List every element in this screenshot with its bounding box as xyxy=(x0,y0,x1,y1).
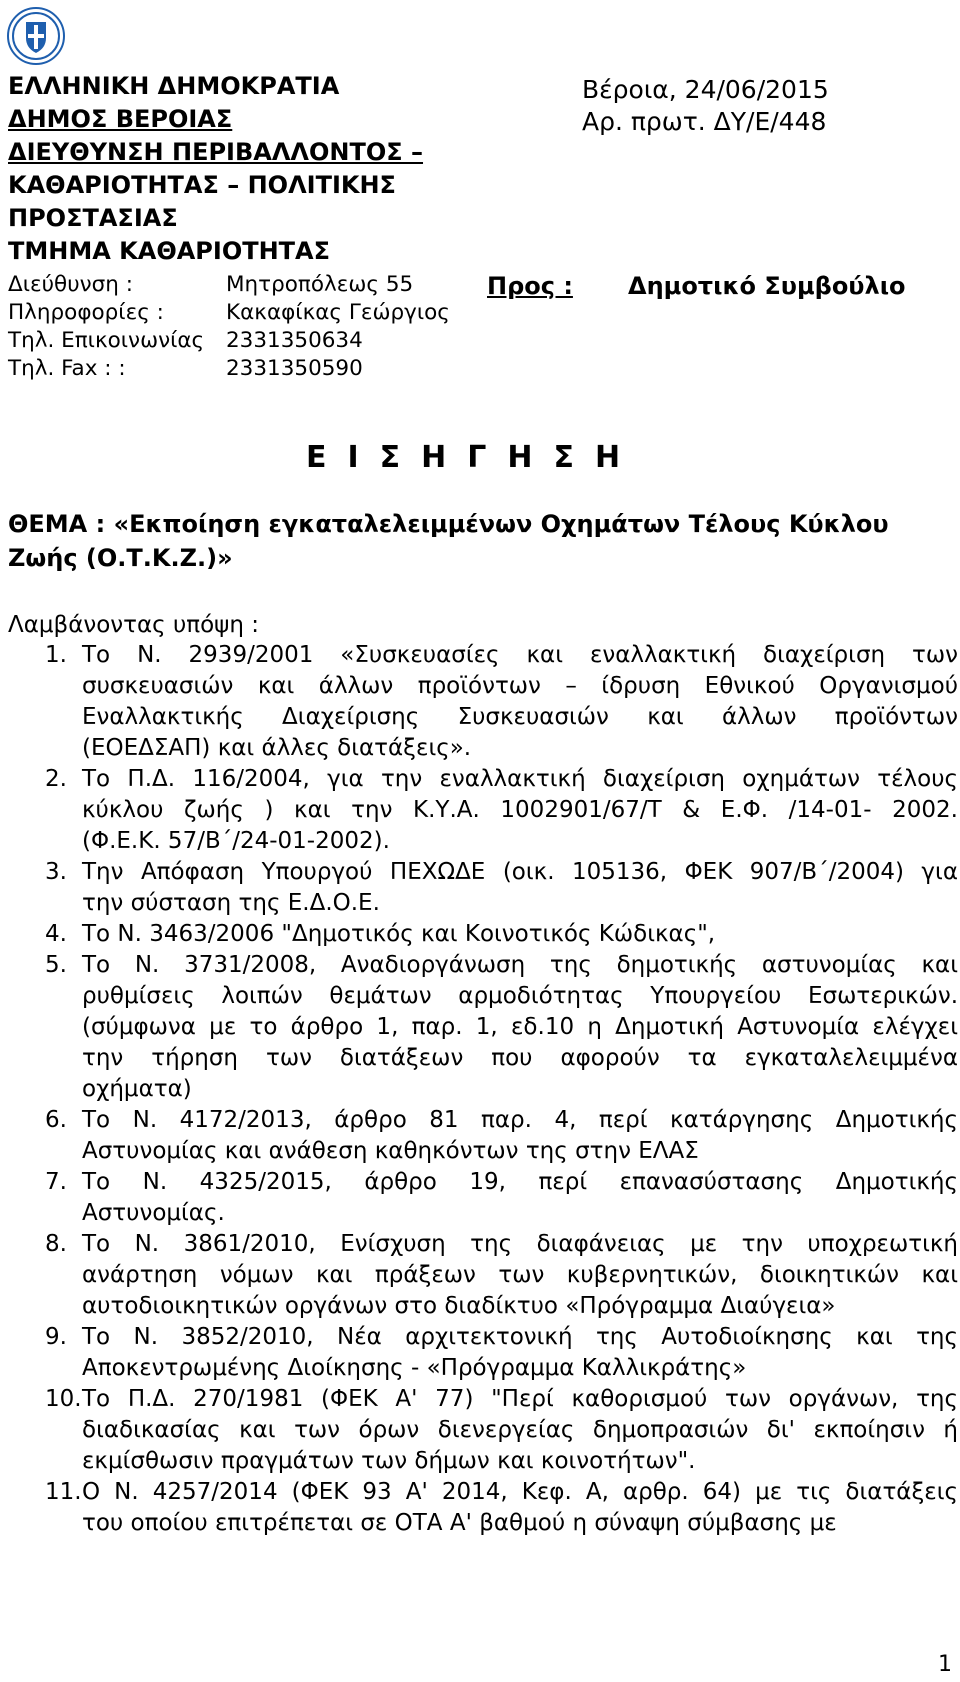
list-item xyxy=(8,1384,958,1477)
list-item-line: του οποίου επιτρέπεται σε ΟΤΑ Α' βαθμού η σύναψη σύμβασης με xyxy=(82,1510,837,1536)
contact-value: 2331350590 xyxy=(226,356,363,381)
list-item-line: Εναλλακτικής Διαχείρισης Συσκευασιών και άλλων προϊόντων xyxy=(82,704,958,730)
org-line: ΔΙΕΥΘΥΝΣΗ ΠΕΡΙΒΑΛΛΟΝΤΟΣ – xyxy=(8,138,424,166)
contact-label: Τηλ. Επικοινωνίας xyxy=(8,328,205,353)
list-item-number: 10. xyxy=(45,1386,82,1412)
org-line: ΚΑΘΑΡΙΟΤΗΤΑΣ – ΠΟΛΙΤΙΚΗΣ xyxy=(8,171,396,199)
list-item-line: Το Ν. 3852/2010, Νέα αρχιτεκτονική της Αυτοδιοίκησης και της xyxy=(82,1324,958,1350)
list-item-number: 2. xyxy=(45,766,67,792)
recipient-label: Προς : xyxy=(487,272,573,300)
subject-line: Ζωής (Ο.Τ.Κ.Ζ.)» xyxy=(8,544,233,572)
date-protocol-block xyxy=(582,74,829,138)
list-item-number: 11. xyxy=(45,1479,82,1505)
subject-line: ΘΕΜΑ : «Εκποίηση εγκαταλελειμμένων Οχημάτων Τέλους Κύκλου xyxy=(8,510,889,538)
list-item xyxy=(8,1105,958,1167)
contact-value: Μητροπόλεως 55 xyxy=(226,272,414,297)
contact-value: Κακαφίκας Γεώργιος xyxy=(226,300,450,325)
contact-info xyxy=(8,271,478,383)
list-item-number: 4. xyxy=(45,921,67,947)
list-item-number: 5. xyxy=(45,952,67,978)
list-item-line: Αποκεντρωμένης Διοίκησης - «Πρόγραμμα Καλλικράτης» xyxy=(82,1355,747,1381)
page-number: 1 xyxy=(938,1652,952,1677)
list-item-line: Ο Ν. 4257/2014 (ΦΕΚ 93 Α' 2014, Κεφ. Α, αρθρ. 64) με τις διατάξεις xyxy=(82,1479,958,1505)
contact-row xyxy=(8,299,478,327)
list-item-text xyxy=(82,1229,958,1322)
org-line: ΕΛΛΗΝΙΚΗ ΔΗΜΟΚΡΑΤΙΑ xyxy=(8,72,340,100)
contact-row xyxy=(8,327,478,355)
list-item-line: Το Ν. 4172/2013, άρθρο 81 παρ. 4, περί κατάργησης Δημοτικής xyxy=(82,1107,958,1133)
list-item-line: κύκλου ζωής ) και την Κ.Υ.Α. 1002901/67/Τ & Ε.Φ. /14-01- 2002. xyxy=(82,797,958,823)
list-item xyxy=(8,1322,958,1384)
list-item-line: (Φ.Ε.Κ. 57/Β΄/24-01-2002). xyxy=(82,828,390,854)
list-item-line: την τήρηση των διατάξεων που αφορούν τα εγκαταλελειμμένα xyxy=(82,1045,958,1071)
list-item-number: 7. xyxy=(45,1169,67,1195)
list-item xyxy=(8,919,958,950)
document-date: Βέροια, 24/06/2015 xyxy=(582,75,829,104)
list-item-line: εκμίσθωσιν πραγμάτων των δήμων και κοινοτήτων". xyxy=(82,1448,696,1474)
list-item xyxy=(8,1167,958,1229)
org-line: ΠΡΟΣΤΑΣΙΑΣ xyxy=(8,204,178,232)
intro-text: Λαμβάνοντας υπόψη : xyxy=(8,612,259,638)
list-item-number: 9. xyxy=(45,1324,67,1350)
list-item-text xyxy=(82,919,958,950)
list-item-line: την σύσταση της Ε.Δ.Ο.Ε. xyxy=(82,890,380,916)
list-item-line: Το Ν. 2939/2001 «Συσκευασίες και εναλλακτική διαχείριση των xyxy=(82,642,958,668)
list-item xyxy=(8,857,958,919)
list-item-line: Το Ν. 3731/2008, Αναδιοργάνωση της δημοτικής αστυνομίας και xyxy=(82,952,958,978)
list-item-number: 1. xyxy=(45,642,67,668)
contact-label: Τηλ. Fax : : xyxy=(8,356,126,381)
list-item-line: Το Ν. 4325/2015, άρθρο 19, περί επανασύστασης Δημοτικής xyxy=(82,1169,958,1195)
list-item-line: Το Ν. 3463/2006 "Δημοτικός και Κοινοτικός Κώδικας", xyxy=(82,921,716,947)
list-item-line: (σύμφωνα με το άρθρο 1, παρ. 1, εδ.10 η Δημοτική Αστυνομία ελέγχει xyxy=(82,1014,958,1040)
issuer-block xyxy=(8,70,478,268)
recipient-value: Δημοτικό Συμβούλιο xyxy=(628,272,906,300)
org-line: ΤΜΗΜΑ ΚΑΘΑΡΙΟΤΗΤΑΣ xyxy=(8,237,331,265)
list-item-line: Αστυνομίας και ανάθεση καθηκόντων της στην ΕΛΑΣ xyxy=(82,1138,699,1164)
list-item-line: Το Ν. 3861/2010, Ενίσχυση της διαφάνειας με την υποχρεωτική xyxy=(82,1231,958,1257)
list-item-text xyxy=(82,640,958,764)
org-line: ΔΗΜΟΣ ΒΕΡΟΙΑΣ xyxy=(8,105,233,133)
list-item-text xyxy=(82,950,958,1105)
list-item-line: (ΕΟΕΔΣΑΠ) και άλλες διατάξεις». xyxy=(82,735,472,761)
list-item-text xyxy=(82,764,958,857)
list-item-line: Την Απόφαση Υπουργού ΠΕΧΩΔΕ (οικ. 105136, ΦΕΚ 907/Β΄/2004) για xyxy=(82,859,958,885)
list-item-line: οχήματα) xyxy=(82,1076,192,1102)
considerations-list xyxy=(8,640,958,1539)
list-item-line: Το Π.Δ. 116/2004, για την εναλλακτική διαχείριση οχημάτων τέλους xyxy=(82,766,958,792)
list-item-number: 8. xyxy=(45,1231,67,1257)
list-item-line: διαδικασίας και των όρων διενεργείας δημοπρασιών δι' εκποίησιν ή xyxy=(82,1417,958,1443)
contact-value: 2331350634 xyxy=(226,328,363,353)
contact-label: Πληροφορίες : xyxy=(8,300,164,325)
list-item-text xyxy=(82,1384,958,1477)
list-item-number: 6. xyxy=(45,1107,67,1133)
list-item xyxy=(8,950,958,1105)
subject xyxy=(8,507,960,575)
list-item-line: ανάρτηση νόμων και πράξεων των κυβερνητικών, διοικητικών και xyxy=(82,1262,958,1288)
list-item-number: 3. xyxy=(45,859,67,885)
list-item-text xyxy=(82,1477,958,1539)
contact-label: Διεύθυνση : xyxy=(8,272,133,297)
hellenic-republic-emblem-icon xyxy=(6,6,66,66)
list-item-line: συσκευασιών και άλλων προϊόντων – ίδρυση Εθνικού Οργανισμού xyxy=(82,673,958,699)
list-item-text xyxy=(82,1167,958,1229)
contact-row xyxy=(8,271,478,299)
list-item-text xyxy=(82,1322,958,1384)
list-item xyxy=(8,640,958,764)
contact-row xyxy=(8,355,478,383)
list-item-text xyxy=(82,857,958,919)
list-item-line: Το Π.Δ. 270/1981 (ΦΕΚ Α' 77) "Περί καθορισμού των οργάνων, της xyxy=(82,1386,958,1412)
list-item-line: αυτοδιοικητικών οργάνων στο διαδίκτυο «Πρόγραμμα Διαύγεια» xyxy=(82,1293,836,1319)
list-item xyxy=(8,1477,958,1539)
list-item-line: Αστυνομίας. xyxy=(82,1200,225,1226)
list-item-text xyxy=(82,1105,958,1167)
list-item xyxy=(8,1229,958,1322)
list-item-line: ρυθμίσεις λοιπών θεμάτων αρμοδιότητας Υπουργείου Εσωτερικών. xyxy=(82,983,958,1009)
document-title: ΕΙΣΗΓΗΣΗ xyxy=(306,440,642,475)
protocol-number: Αρ. πρωτ. ΔΥ/Ε/448 xyxy=(582,107,827,136)
list-item xyxy=(8,764,958,857)
